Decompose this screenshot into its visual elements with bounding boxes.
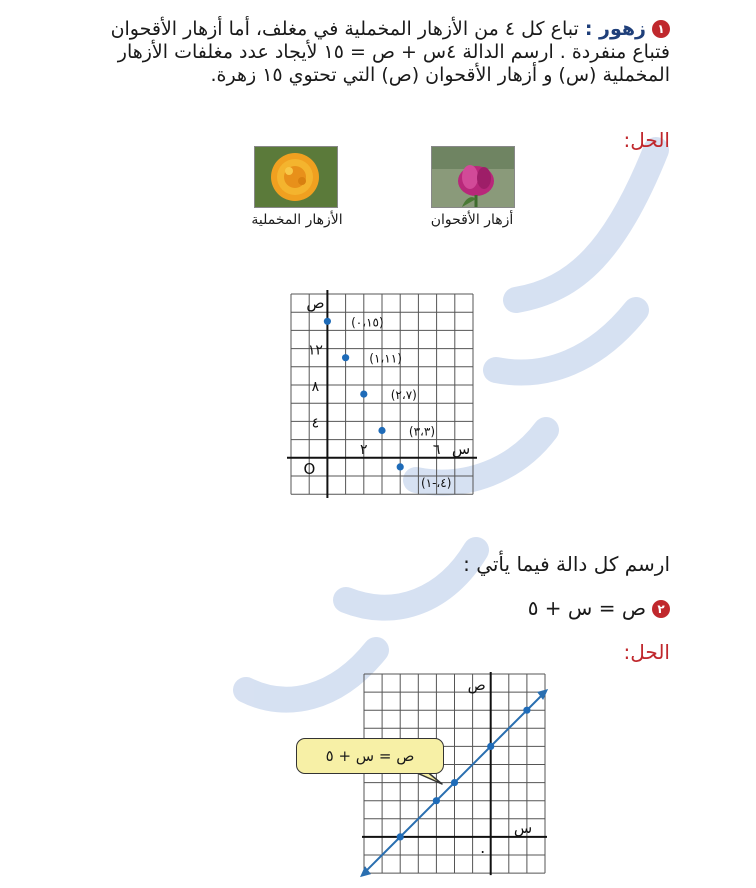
graph-1-x-axis-label: س: [451, 439, 471, 458]
data-point: [342, 354, 349, 361]
problem-1: [70, 18, 670, 87]
instruction-text: ارسم كل دالة فيما يأتي :: [463, 552, 670, 576]
graph-1-y-axis-label: ص: [306, 294, 325, 312]
data-point: [397, 463, 404, 470]
graph-1-origin-label: O: [303, 459, 316, 478]
graph-1-x-tick-label: ٢: [360, 441, 368, 458]
data-point: [451, 779, 458, 786]
problem-text: تباع كل ٤ من الأزهار المخملية في مغلف، أما أزهار الأقحوان فتباع منفردة . ارسم الدالة ٤س + ص = ١٥ لأيجاد عدد مغلفات الأزهار المخملية (س) و أزهار الأقحوان (ص) التي تحتوي ١٥ زهرة.: [110, 18, 670, 86]
graph-1-y-tick-label: ٨: [311, 379, 320, 395]
equation-callout: [296, 738, 444, 774]
flower-caption-marigold: الأزهار المخملية: [251, 212, 343, 228]
graph-1-point-label: (٠،١٥): [351, 315, 384, 330]
data-point: [397, 833, 404, 840]
data-point: [378, 427, 385, 434]
graph-2-origin-label: .: [480, 837, 486, 857]
problem-2: [528, 596, 670, 620]
solution-label-2: الحل:: [623, 640, 670, 664]
tulip-photo-icon: [431, 146, 515, 208]
problem-number-badge: ٢: [652, 600, 670, 618]
flower-caption-tulip: أزهار الأقحوان: [430, 212, 514, 228]
graph-1-point-label: (٢،٧): [390, 388, 417, 403]
graph-1-x-tick-label: ٦: [432, 441, 441, 458]
graph-2-x-axis-label: س: [513, 818, 533, 837]
data-point: [360, 391, 367, 398]
graph-1-y-tick-label: ٤: [311, 415, 320, 432]
data-point: [433, 797, 440, 804]
graph-1-point-label: (٤،-١): [420, 475, 452, 490]
graph-2-y-axis-label: ص: [467, 676, 486, 694]
data-point: [523, 707, 530, 714]
data-point: [487, 743, 494, 750]
data-point: [324, 318, 331, 325]
problem-number-badge: ١: [652, 20, 670, 38]
problem-keyword: زهور :: [584, 18, 646, 40]
graph-1-point-label: (١،١١): [369, 351, 402, 366]
graph-1: [286, 288, 486, 498]
solution-label-1: الحل:: [623, 128, 670, 152]
graph-1-point-label: (٣،٣): [408, 424, 436, 439]
problem-2-equation: ص = س + ٥: [527, 596, 646, 620]
callout-text: ص = س + ٥: [325, 747, 415, 765]
marigold-photo-icon: [254, 146, 338, 208]
graph-1-y-tick-label: ١٢: [307, 342, 323, 359]
